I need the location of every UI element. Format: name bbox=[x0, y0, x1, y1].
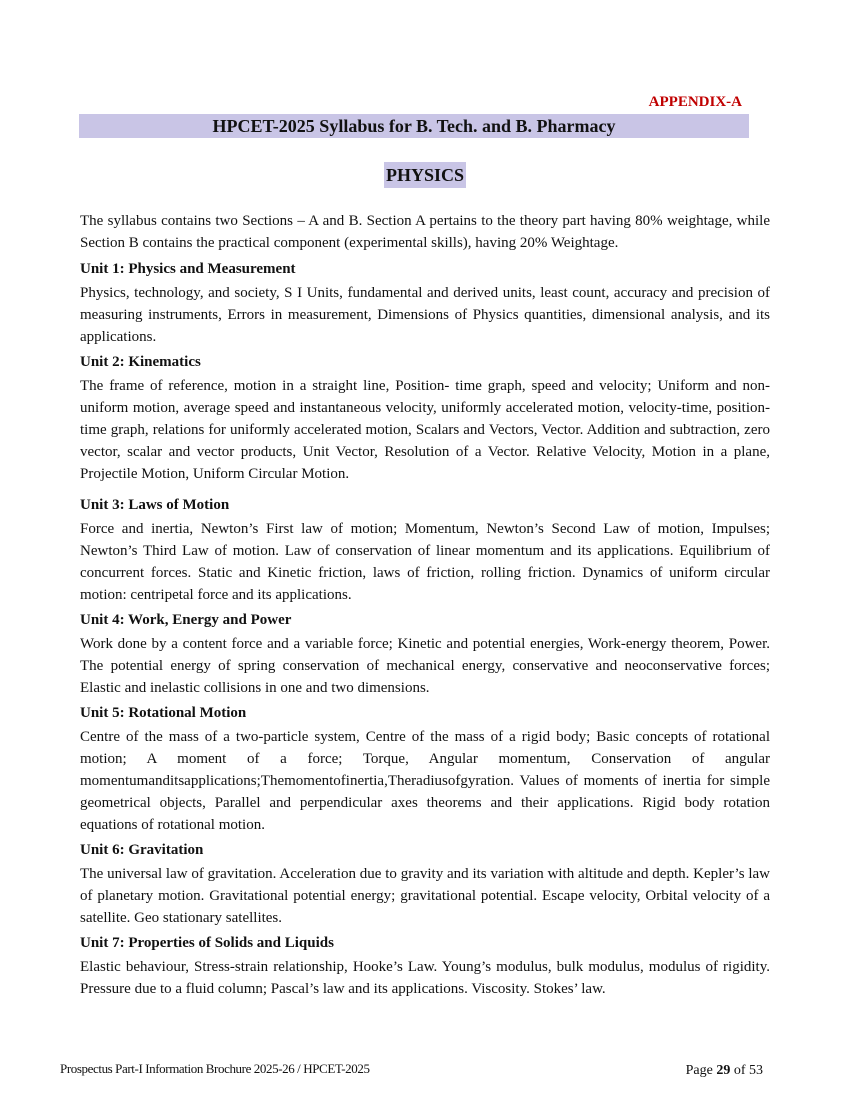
unit-6 bbox=[80, 840, 770, 929]
syllabus-content bbox=[80, 210, 770, 1004]
unit-2 bbox=[80, 352, 770, 485]
unit-heading: Unit 5: Rotational Motion bbox=[80, 705, 247, 721]
page-number-footer bbox=[686, 1063, 763, 1079]
unit-heading: Unit 4: Work, Energy and Power bbox=[80, 612, 292, 628]
unit-5 bbox=[80, 703, 770, 836]
unit-heading: Unit 1: Physics and Measurement bbox=[80, 261, 296, 277]
unit-text: Force and inertia, Newton’s First law of motion; Momentum, Newton’s Second Law of motion, Impulses; Newton’s Third Law of motion. Law of conservation of linear momentum and its applications. Equilibrium of concurrent forces. Static and Kinetic friction, laws of friction, rolling friction. Dynamics of uniform circular motion: centripetal force and its applications. bbox=[80, 521, 770, 603]
unit-7 bbox=[80, 933, 770, 1000]
page-number: 29 bbox=[716, 1063, 731, 1078]
subject-heading-wrap bbox=[0, 162, 850, 188]
unit-heading: Unit 7: Properties of Solids and Liquids bbox=[80, 935, 334, 951]
subject-heading: PHYSICS bbox=[384, 162, 466, 188]
page-prefix: Page bbox=[685, 1063, 713, 1078]
unit-text: Physics, technology, and society, S I Units, fundamental and derived units, least count, accuracy and precision of measuring instruments, Errors in measurement, Dimensions of Physics quantities, dimensional analysis, and its applications. bbox=[80, 285, 770, 345]
page-separator: of bbox=[733, 1063, 746, 1078]
unit-heading: Unit 2: Kinematics bbox=[80, 354, 201, 370]
page-total: 53 bbox=[749, 1063, 763, 1078]
intro-paragraph: The syllabus contains two Sections – A and B. Section A pertains to the theory part having 80% weightage, while Section B contains the practical component (experimental skills), having 20% Weightage. bbox=[80, 213, 770, 251]
unit-text: The universal law of gravitation. Acceleration due to gravity and its variation with altitude and depth. Kepler’s law of planetary motion. Gravitational potential energy; gravitational potential. Escape velocity, Orbital velocity of a satellite. Geo stationary satellites. bbox=[80, 866, 770, 926]
unit-text: Centre of the mass of a two-particle system, Centre of the mass of a rigid body; Basic concepts of rotational motion; A moment of a force; Torque, Angular momentum, Conservation of angular momentumanditsapplications;Themomentofinertia,Theradiusofgyration. Values of moments of inertia for simple geometrical objects, Parallel and perpendicular axes theorems and their applications. Rigid body rotation equations of rotational motion. bbox=[80, 729, 770, 833]
unit-text: The frame of reference, motion in a straight line, Position- time graph, speed and velocity; Uniform and non-uniform motion, average speed and instantaneous velocity, uniformly accelerated motion, velocity-time, position-time graph, relations for uniformly accelerated motion, Scalars and Vectors, Vector. Addition and subtraction, zero vector, scalar and vector products, Unit Vector, Resolution of a Vector. Relative Velocity, Motion in a plane, Projectile Motion, Uniform Circular Motion. bbox=[80, 378, 770, 482]
unit-3 bbox=[80, 495, 770, 606]
unit-text: Work done by a content force and a variable force; Kinetic and potential energies, Work-energy theorem, Power. The potential energy of spring conservation of mechanical energy, conservative and neoconservative forces; Elastic and inelastic collisions in one and two dimensions. bbox=[80, 636, 770, 696]
unit-heading: Unit 3: Laws of Motion bbox=[80, 497, 230, 513]
syllabus-title: HPCET-2025 Syllabus for B. Tech. and B. Pharmacy bbox=[79, 114, 749, 138]
footer-brochure-label: Prospectus Part-I Information Brochure 2025-26 / HPCET-2025 bbox=[60, 1061, 370, 1076]
unit-1 bbox=[80, 259, 770, 348]
unit-4 bbox=[80, 610, 770, 699]
appendix-label: APPENDIX-A bbox=[648, 94, 742, 110]
unit-heading: Unit 6: Gravitation bbox=[80, 842, 204, 858]
unit-text: Elastic behaviour, Stress-strain relationship, Hooke’s Law. Young’s modulus, bulk modulus, modulus of rigidity. Pressure due to a fluid column; Pascal’s law and its applications. Viscosity. Stokes’ law. bbox=[80, 959, 770, 997]
